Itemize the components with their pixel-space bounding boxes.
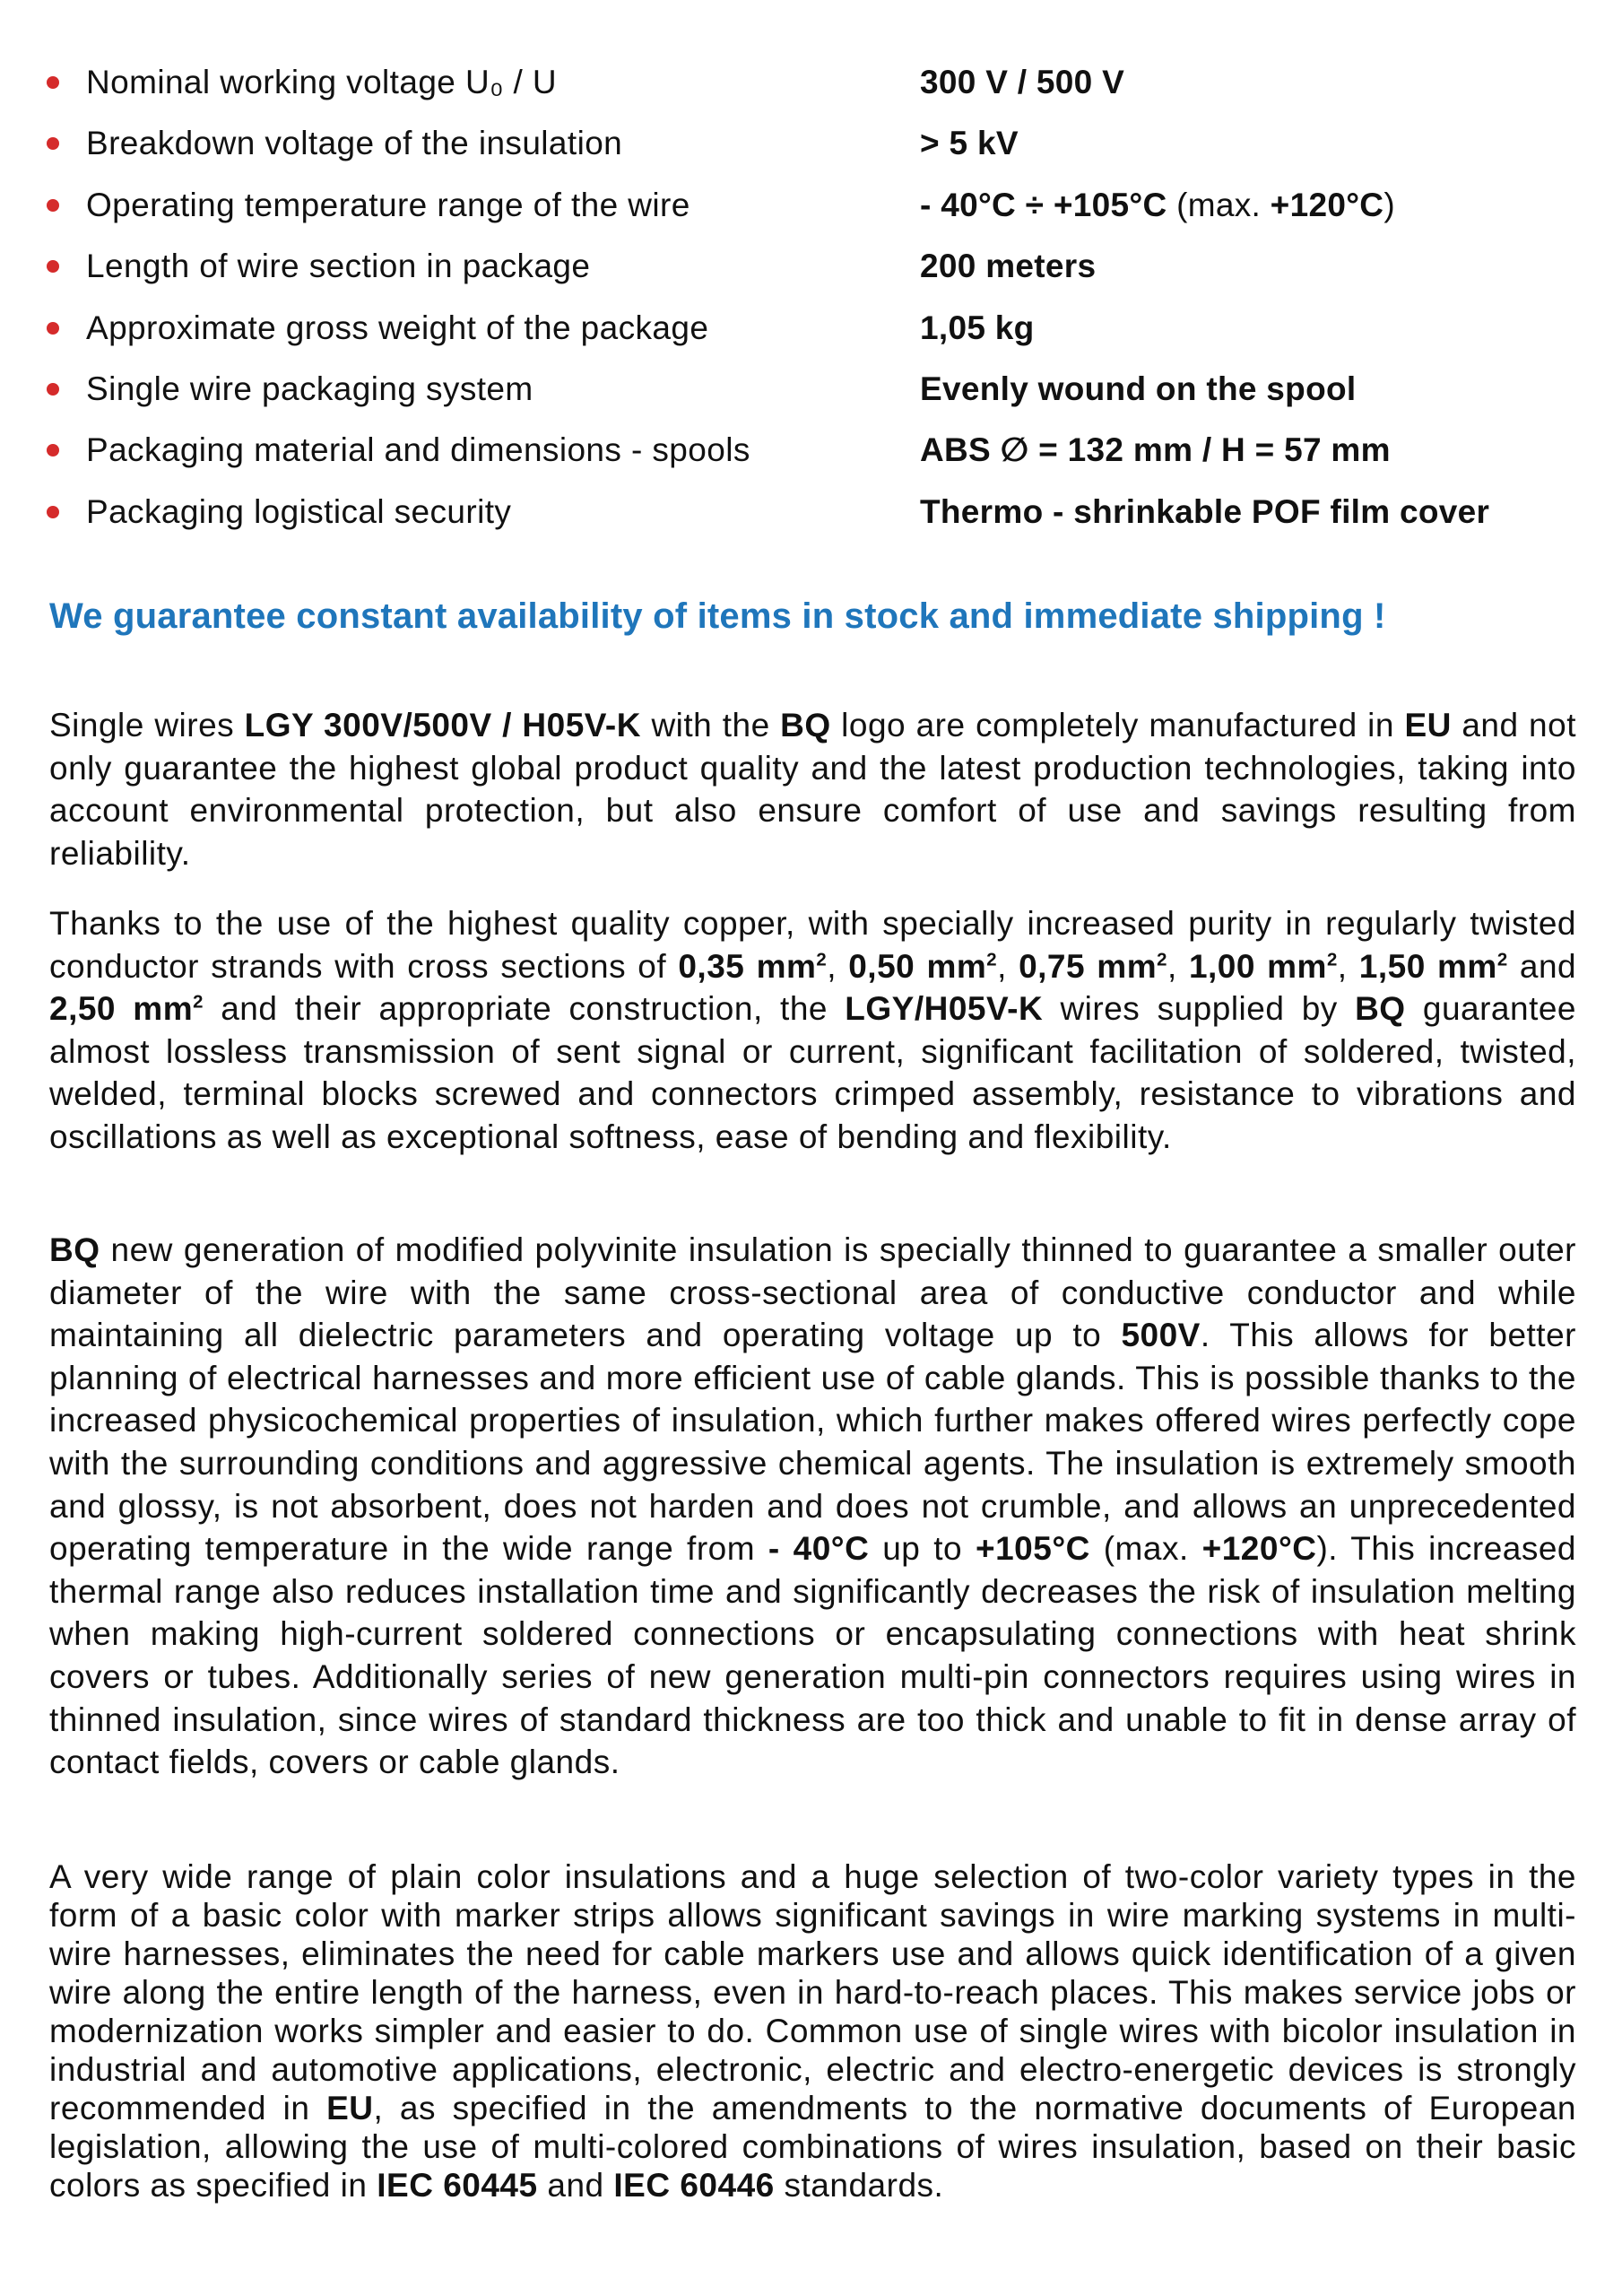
spec-label: Approximate gross weight of the package xyxy=(86,309,709,346)
paragraph-copper: Thanks to the use of the highest quality copper, with specially increased purity in regularly twisted conductor strands with cross sections of 0,35 $mm^2$, 0,50 $mm^2$, 0,75 $mm^2$, 1,00 $mm^2$, 1,50 $mm^2$ and 2,50 $mm^2$ and their appropriate construction, the LGY/H05V-K wires supplied by BQ guarantee almost lossless transmission of sent signal or current, significant facilitation of soldered, twisted, welded, terminal blocks screwed and connectors crimped assembly, resistance to vibrations and oscillations as well as exceptional softness, ease of bending and flexibility. xyxy=(49,905,1577,1155)
max-prefix: (max. xyxy=(1167,186,1271,223)
max-operating-temp: +105°C xyxy=(975,1530,1090,1568)
standard: IEC 60446 xyxy=(613,2167,775,2204)
min-temp: - 40°C xyxy=(768,1530,870,1568)
text: and xyxy=(537,2167,614,2204)
text: Single wires xyxy=(49,707,245,744)
cross-section: 0,50 $mm^2$ xyxy=(848,947,998,985)
text: guarantee almost lossless transmission of sent signal or current, significant facilitation of soldered, twisted, welded, terminal blocks screwed and connectors crimped assembly, resistance to vibrations and oscillations as well as exceptional softness, ease of bending and flexibility. xyxy=(49,990,1577,1155)
text: and not only guarantee the highest global product quality and the latest production technologies, taking into account environmental protection, but also ensure comfort of use and savings resulting from reliability. xyxy=(49,707,1576,872)
text: new generation of modified polyvinite insulation is specially thinned to guarantee a smaller outer diameter of the wire with the same cross-sectional area of conductive conductor and while maintaining all dielectric parameters and operating voltage up to xyxy=(49,1231,1576,1354)
text: , as specified in the amendments to the normative documents of European legislation, allowing the use of multi-colored combinations of wires insulation, based on their basic colors as specified in xyxy=(49,2090,1576,2204)
paragraph-colors xyxy=(49,1857,1576,2205)
spec-label: Operating temperature range of the wire xyxy=(86,186,690,223)
cross-section: 1,00 $mm^2$ xyxy=(1188,947,1338,985)
bullet-icon xyxy=(47,506,59,518)
brand-name: BQ xyxy=(780,707,831,744)
product-name: LGY 300V/500V / H05V-K xyxy=(244,707,641,744)
paragraph-manufacturing xyxy=(49,704,1576,874)
region: EU xyxy=(1404,707,1452,744)
spec-value: 300 V / 500 V xyxy=(920,64,1125,100)
cross-section: 0,75 $mm^2$ xyxy=(1019,947,1167,985)
spec-value: Thermo - shrinkable POF film cover xyxy=(920,492,1490,530)
spec-value: 1,05 kg xyxy=(920,309,1035,346)
text: ). This increased thermal range also reduces installation time and significantly decreases the risk of insulation melting when making high-current soldered connections or encapsulating connections with heat shrink covers or tubes. Additionally series of new generation multi-pin connectors requires using wires in thinned insulation, since wires of standard thickness are too thick and unable to fit in dense array of contact fields, covers or cable glands. xyxy=(49,1530,1577,1781)
temp-range: - 40°C ÷ +105°C xyxy=(920,186,1167,223)
spec-row xyxy=(47,178,1571,239)
spec-row xyxy=(47,117,1571,178)
bullet-icon xyxy=(47,199,59,212)
paragraph-insulation xyxy=(49,1229,1576,1784)
bullet-icon xyxy=(47,322,59,335)
text: . This allows for better planning of electrical harnesses and more efficient use of cable glands. This is possible thanks to the increased physicochemical properties of insulation, which further makes offered wires perfectly cope with the surrounding conditions and aggressive chemical agents. The insulation is extremely smooth and glossy, is not absorbent, does not harden and does not crumble, and allows an unprecedented operating temperature in the wide range from xyxy=(49,1317,1576,1568)
brand-name: BQ xyxy=(1355,990,1406,1028)
spec-value: ABS ∅ = 132 mm / H = 57 mm xyxy=(920,431,1391,469)
closing-paren: ) xyxy=(1383,186,1395,223)
bullet-icon xyxy=(47,260,59,273)
text: and their appropriate construction, the xyxy=(203,990,846,1028)
cross-section: 1,50 $mm^2$ xyxy=(1358,947,1508,985)
max-temp: +120°C xyxy=(1270,186,1384,223)
bullet-icon xyxy=(47,137,59,150)
text: up to xyxy=(869,1530,976,1568)
text: A very wide range of plain color insulations and a huge selection of two-color variety types in the form of a basic color with marker strips allows significant savings in wire marking systems in multi-wire harnesses, eliminates the need for cable markers use and allows quick identification of a given wire along the entire length of the harness, even in hard-to-reach places. This makes service jobs or modernization works simpler and easier to do. Common use of single wires with bicolor insulation in industrial and automotive applications, electronic, electric and electro-energetic devices is strongly recommended in xyxy=(49,1858,1576,2126)
spec-row xyxy=(47,362,1571,423)
peak-temp: +120°C xyxy=(1201,1530,1317,1568)
spec-row xyxy=(47,301,1571,362)
cross-section: 2,50 $mm^2$ xyxy=(49,990,204,1028)
standard: IEC 60445 xyxy=(377,2167,538,2204)
spec-label: Packaging material and dimensions - spools xyxy=(86,431,750,469)
spec-row xyxy=(47,56,1571,117)
text: standards. xyxy=(774,2167,944,2204)
bullet-icon xyxy=(47,444,59,457)
spec-label: Packaging logistical security xyxy=(86,492,512,530)
specifications-list xyxy=(47,56,1571,546)
text: with the xyxy=(640,707,781,744)
availability-headline: We guarantee constant availability of items in stock and immediate shipping ! xyxy=(49,596,1386,636)
spec-label: Breakdown voltage of the insulation xyxy=(86,125,623,162)
spec-value: Evenly wound on the spool xyxy=(920,370,1357,407)
spec-row xyxy=(47,423,1571,484)
product-name: LGY/H05V-K xyxy=(845,990,1044,1028)
region: EU xyxy=(326,2090,374,2126)
spec-label: Single wire packaging system xyxy=(86,370,533,407)
text: Thanks to the use of the highest quality copper, with specially increased purity in regularly twisted conductor strands with cross sections of xyxy=(49,905,1576,985)
text: wires supplied by xyxy=(1043,990,1356,1028)
brand-name: BQ xyxy=(49,1231,100,1268)
spec-value xyxy=(920,178,1395,232)
spec-label: Length of wire section in package xyxy=(86,248,591,285)
spec-label: Nominal working voltage U₀ / U xyxy=(86,64,557,100)
spec-row xyxy=(47,239,1571,300)
text: logo are completely manufactured in xyxy=(830,707,1405,744)
text: (max. xyxy=(1089,1530,1202,1568)
spec-value: 200 meters xyxy=(920,248,1097,285)
spec-value: > 5 kV xyxy=(920,125,1019,162)
cross-section: 0,35 $mm^2$ xyxy=(678,947,828,985)
bullet-icon xyxy=(47,383,59,396)
bullet-icon xyxy=(47,76,59,89)
voltage: 500V xyxy=(1121,1317,1201,1354)
spec-row xyxy=(47,485,1571,546)
